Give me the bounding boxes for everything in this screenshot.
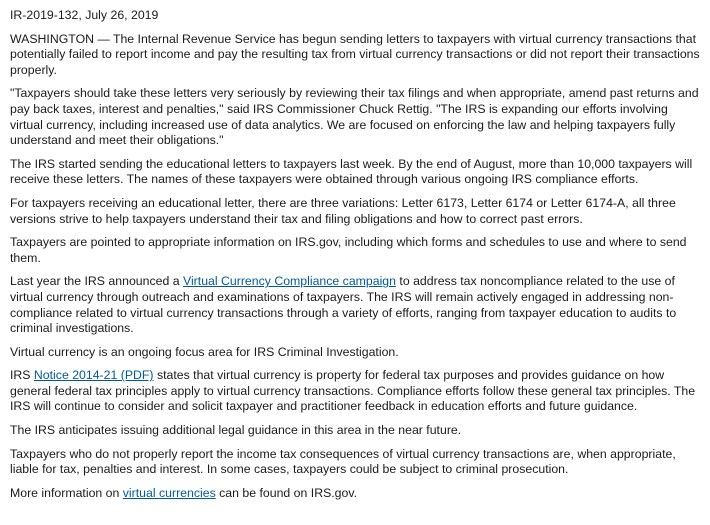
text-segment: Last year the IRS announced a	[10, 274, 183, 289]
notice-2014-21-pdf-link[interactable]: Notice 2014-21 (PDF)	[33, 368, 154, 383]
text-segment: More information on	[10, 485, 123, 500]
paragraph-letters-sent: The IRS started sending the educational letters to taxpayers last week. By the end of August, more than 10,000 taxpayers will receive these letters. The names of these taxpayers were obtained through various ongoing IRS compliance efforts.	[10, 156, 693, 187]
paragraph-penalties: Taxpayers who do not properly report the income tax consequences of virtual currency transactions are, when appropriate, liable for tax, penalties and interest. In some cases, taxpayers could be subject to criminal prosecution.	[10, 446, 676, 477]
paragraph-criminal-investigation: Virtual currency is an ongoing focus area for IRS Criminal Investigation.	[10, 344, 399, 359]
paragraph-more-information	[10, 486, 700, 502]
paragraph-letter-variations: For taxpayers receiving an educational letter, there are three variations: Letter 6173, Letter 6174 or Letter 6174-A, all three versions strive to help taxpayers understand their tax and filing obligations and how to correct past errors.	[10, 195, 676, 226]
text-segment: can be found on IRS.gov.	[215, 485, 358, 500]
paragraph-washington-intro: WASHINGTON — The Internal Revenue Service has begun sending letters to taxpayers with virtual currency transactions that potentially failed to report income and pay the resulting tax from virtual currency transactions or did not report their transactions properly.	[10, 31, 700, 77]
release-id-date: IR-2019-132, July 26, 2019	[10, 8, 159, 22]
virtual-currencies-link[interactable]: virtual currencies	[122, 485, 216, 500]
paragraph-legal-guidance: The IRS anticipates issuing additional legal guidance in this area in the near future.	[10, 423, 462, 438]
paragraph-irs-gov-info: Taxpayers are pointed to appropriate information on IRS.gov, including which forms and schedules to use and where to send them.	[10, 235, 687, 265]
text-segment: to address tax noncompliance related to the use of virtual currency through outreach and examinations of taxpayers. The IRS will remain actively engaged in addressing non-compliance related to virtual currency transactions through a variety of efforts, ranging from taxpayer education to audits to criminal investigations.	[10, 274, 677, 336]
text-segment: IRS	[10, 368, 34, 383]
paragraph-notice-2014-21	[10, 368, 700, 415]
text-segment: states that virtual currency is property for federal tax purposes and provides guidance on how general federal tax principles apply to virtual currency transactions. Compliance efforts follow these general tax principles. The IRS will continue to consider and solicit taxpayer and practitioner feedback in education efforts and future guidance.	[10, 368, 696, 414]
paragraph-commissioner-quote: "Taxpayers should take these letters very seriously by reviewing their tax filings and when appropriate, amend past returns and pay back taxes, interest and penalties," said IRS Commissioner Chuck Rettig. "The IRS is expanding our efforts involving virtual currency, including increased use of data analytics. We are focused on enforcing the law and helping taxpayers fully understand and meet their obligations."	[10, 86, 699, 148]
paragraph-compliance-campaign	[10, 274, 700, 336]
virtual-currency-compliance-campaign-link[interactable]: Virtual Currency Compliance campaign	[182, 274, 396, 289]
